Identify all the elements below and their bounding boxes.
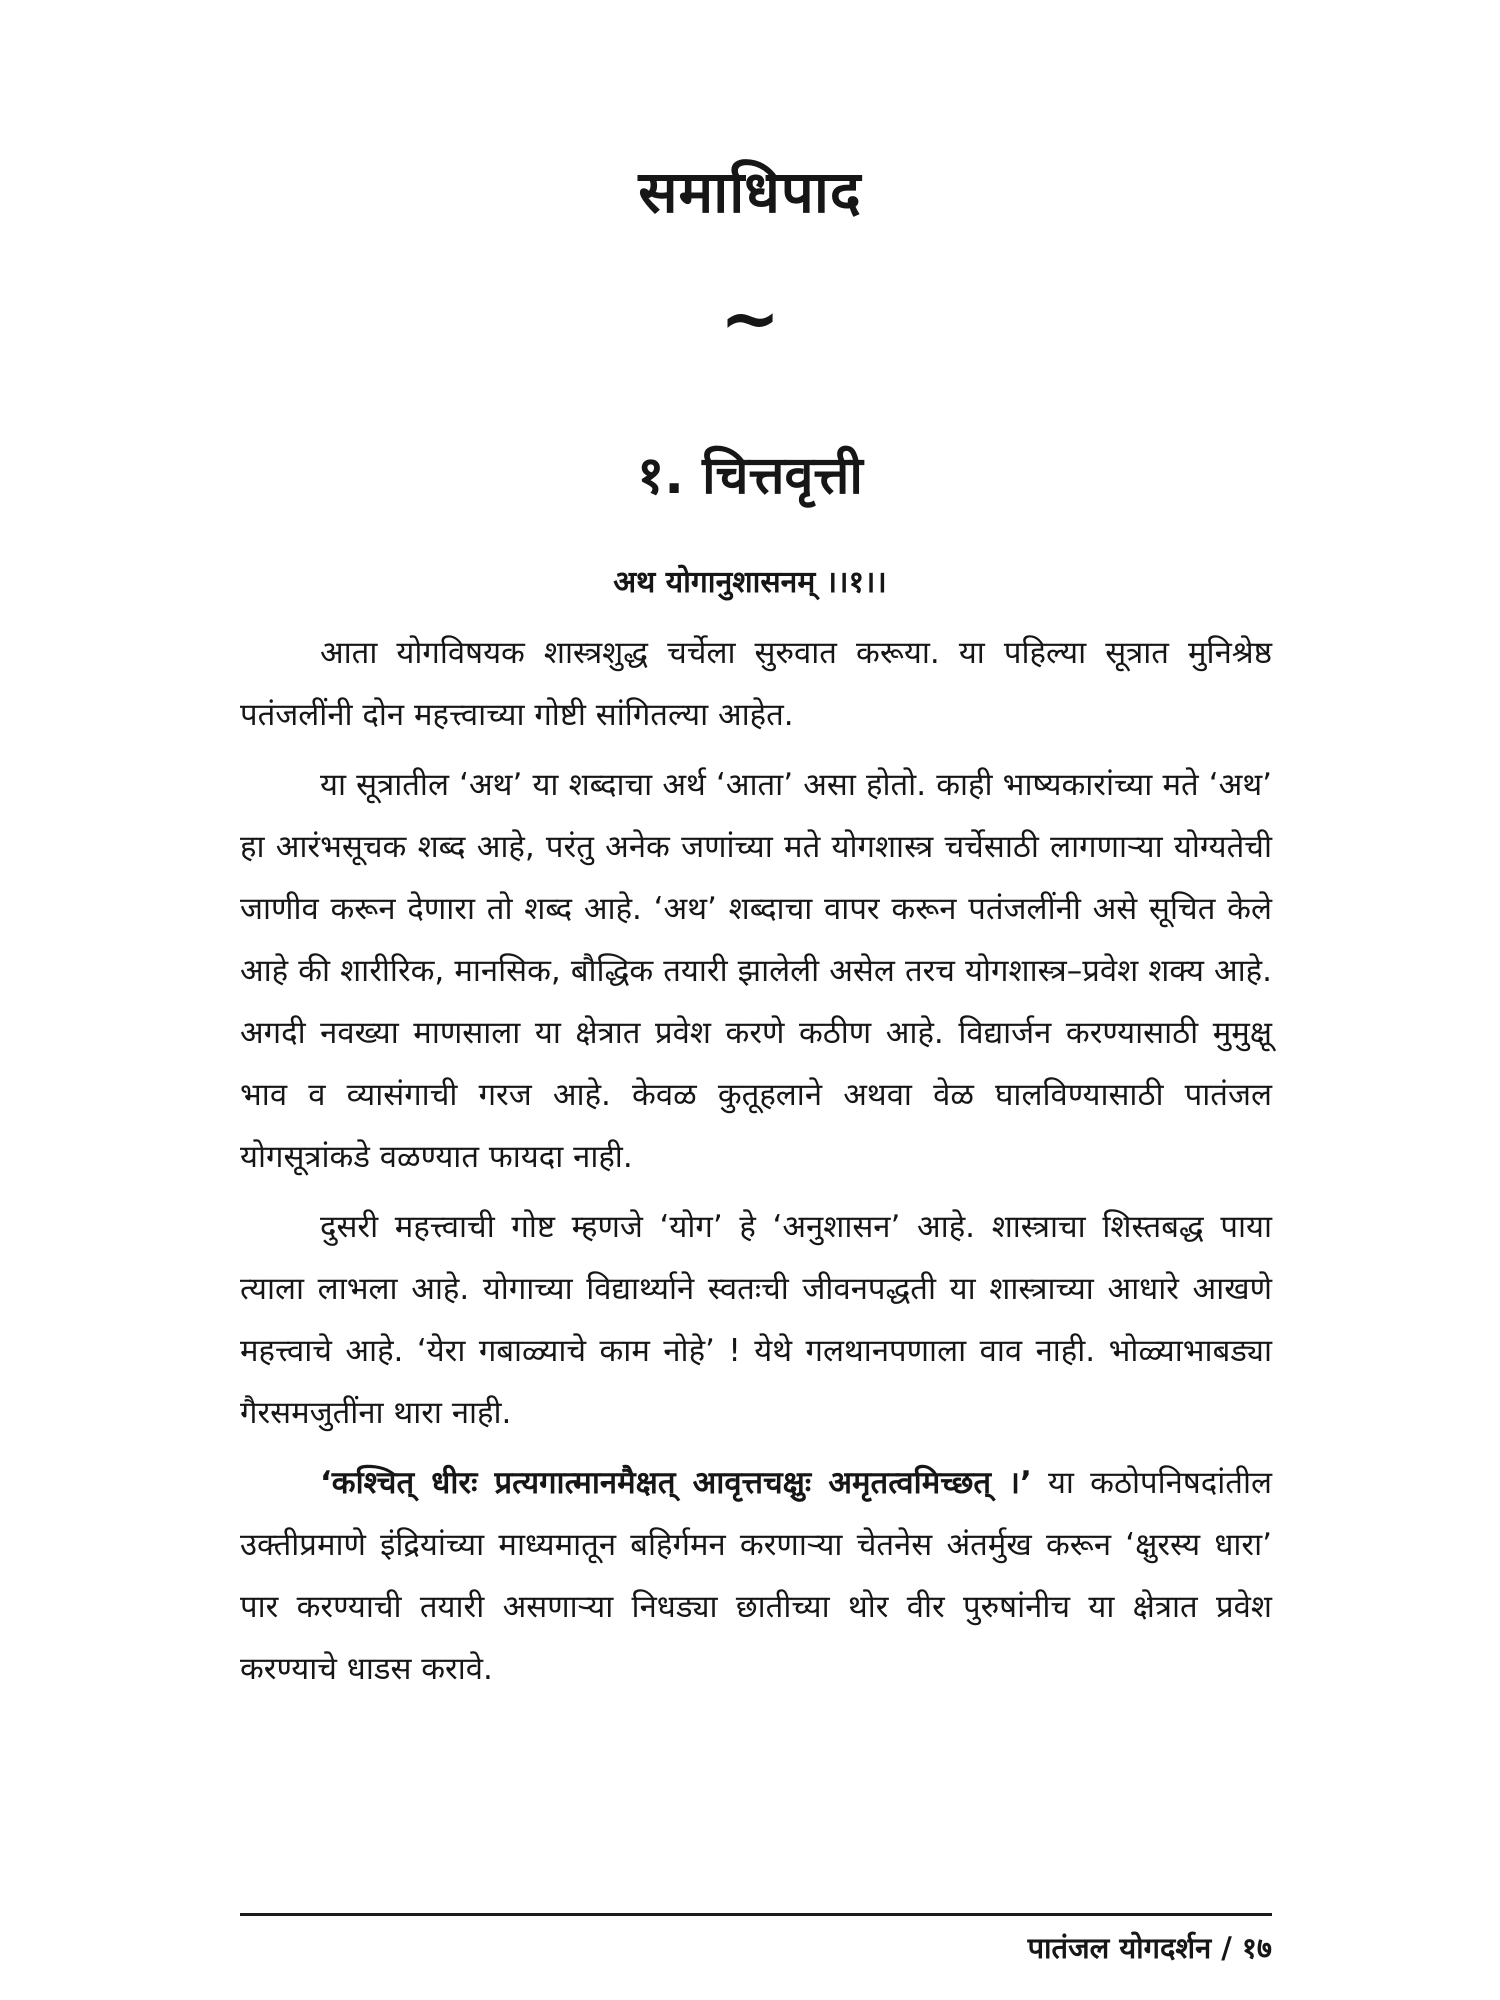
part-title: समाधिपाद [638,158,862,226]
paragraph-2: या सूत्रातील ‘अथ’ या शब्दाचा अर्थ ‘आता’ असा होतो. काही भाष्यकारांच्या मते ‘अथ’ हा आरंभसूचक शब्द आहे, परंतु अनेक जणांच्या मते योगशास्त्र चर्चेसाठी लागणाऱ्या योग्यतेची जाणीव करून देणारा तो शब्द आहे. ‘अथ’ शब्दाचा वापर करून पतंजलींनी असे सूचित केले आहे की शारीरिक, मानसिक, बौद्धिक तयारी झालेली असेल तरच योगशास्त्र–प्रवेश शक्य आहे. अगदी नवख्या माणसाला या क्षेत्रात प्रवेश करणे कठीण आहे. विद्यार्जन करण्यासाठी मुमुक्षू भाव व व्यासंगाची गरज आहे. केवळ कुतूहलाने अथवा वेळ घालविण्यासाठी पातंजल योगसूत्रांकडे वळण्यात फायदा नाही. [240,767,1272,1175]
page-footer [1028,1928,1272,1967]
upanishad-quote: ‘कश्चित् धीरः प्रत्यगात्मानमैक्षत् आवृत्तचक्षुः अमृतत्वमिच्छत् ।’ [320,1465,1032,1501]
page-number: १७ [1241,1931,1272,1965]
paragraph-3: दुसरी महत्त्वाची गोष्ट म्हणजे ‘योग’ हे ‘अनुशासन’ आहे. शास्त्राचा शिस्तबद्ध पाया त्याला लाभला आहे. योगाच्या विद्यार्थ्याने स्वतःची जीवनपद्धती या शास्त्राच्या आधारे आखणे महत्त्वाचे आहे. ‘येरा गबाळ्याचे काम नोहे’ ! येथे गलथानपणाला वाव नाही. भोळ्याभाबड्या गैरसमजुतींना थारा नाही. [240,1209,1272,1431]
sutra-heading: अथ योगानुशासनम् ।।१।। [613,565,887,600]
paragraph-4 [240,1452,1272,1700]
paragraph-4-text: या कठोपनिषदांतील उक्तीप्रमाणे इंद्रियांच्या माध्यमातून बहिर्गमन करणाऱ्या चेतनेस अंतर्मुख करून ‘क्षुरस्य धारा’ पार करण्याची तयारी असणाऱ्या निधड्या छातीच्या थोर वीर पुरुषांनीच या क्षेत्रात प्रवेश करण्याचे धाडस करावे. [240,1465,1272,1687]
body-text [240,622,1272,1708]
footer-rule [240,1913,1272,1916]
chapter-title: १. चित्तवृत्ती [637,446,863,506]
footer-separator: / [1221,1931,1232,1965]
footer-book-title: पातंजल योगदर्शन [1027,1931,1212,1965]
paragraph-1: आता योगविषयक शास्त्रशुद्ध चर्चेला सुरुवात करूया. या पहिल्या सूत्रात मुनिश्रेष्ठ पतंजलींनी दोन महत्त्वाच्या गोष्टी सांगितल्या आहेत. [240,635,1272,733]
ornamental-divider: ~ [719,276,781,360]
